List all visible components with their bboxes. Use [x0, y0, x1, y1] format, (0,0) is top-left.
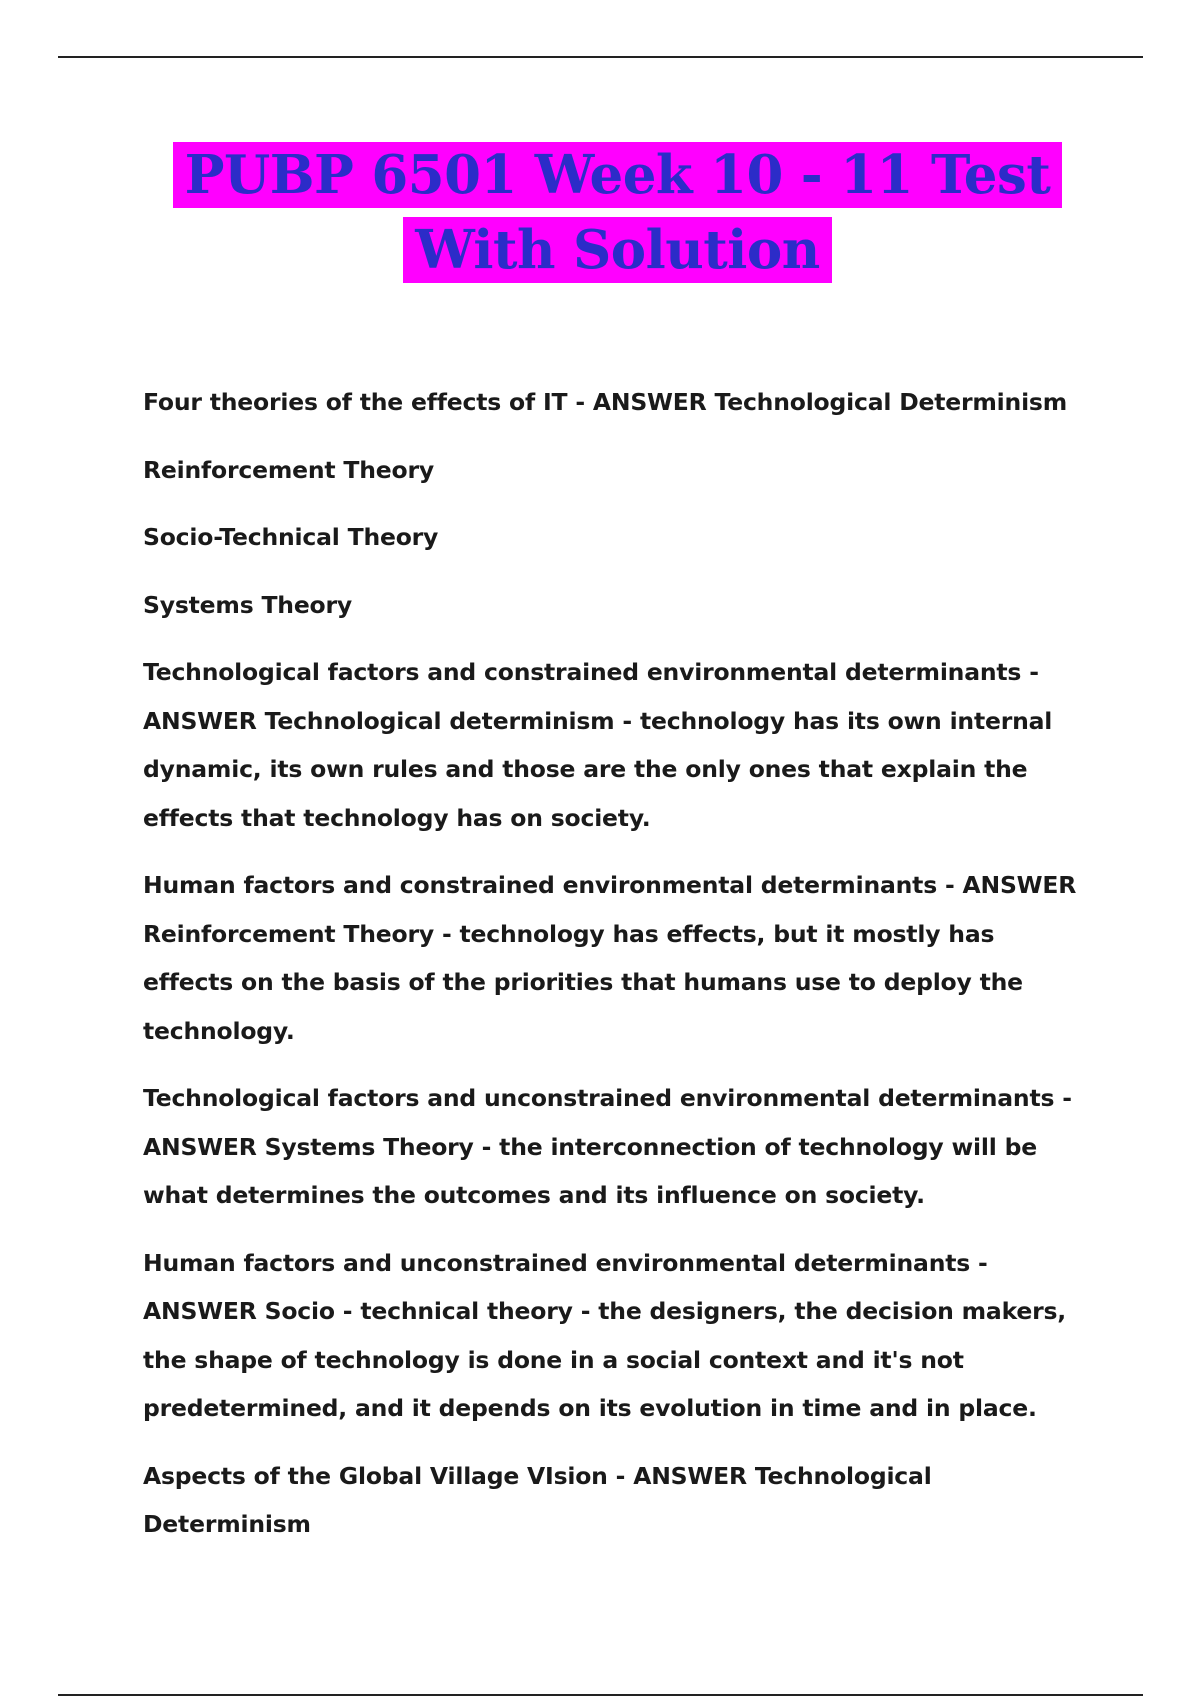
document-body [143, 378, 1083, 1568]
paragraph: Human factors and unconstrained environmental determinants - ANSWER Socio - technical theory - the designers, the decision makers, the shape of technology is done in a social context and it's not predetermined, and it depends on its evolution in time and in place. [143, 1248, 1067, 1422]
paragraph: Four theories of the effects of IT - ANSWER Technological Determinism [143, 388, 1067, 416]
paragraph: Technological factors and unconstrained environmental determinants - ANSWER Systems Theory - the interconnection of technology will be what determines the outcomes and its influence on society. [143, 1084, 1072, 1209]
paragraph: Reinforcement Theory [143, 455, 434, 484]
paragraph: Human factors and constrained environmental determinants - ANSWER Reinforcement Theory - technology has effects, but it mostly has effects on the basis of the priorities that humans use to deploy the technology. [143, 871, 1077, 1045]
paragraph: Technological factors and constrained environmental determinants - ANSWER Technological determinism - technology has its own internal dynamic, its own rules and those are the only ones that explain the effects that technology has on society. [143, 658, 1053, 832]
top-divider [58, 56, 1143, 58]
paragraph: Systems Theory [143, 590, 353, 619]
bottom-divider [58, 1694, 1143, 1696]
title-line-2: With Solution [403, 217, 831, 283]
title-line-1: PUBP 6501 Week 10 - 11 Test [173, 142, 1063, 208]
paragraph: Socio-Technical Theory [143, 523, 439, 551]
page-title [0, 142, 1200, 292]
paragraph: Aspects of the Global Village VIsion - ANSWER Technological Determinism [143, 1461, 932, 1538]
